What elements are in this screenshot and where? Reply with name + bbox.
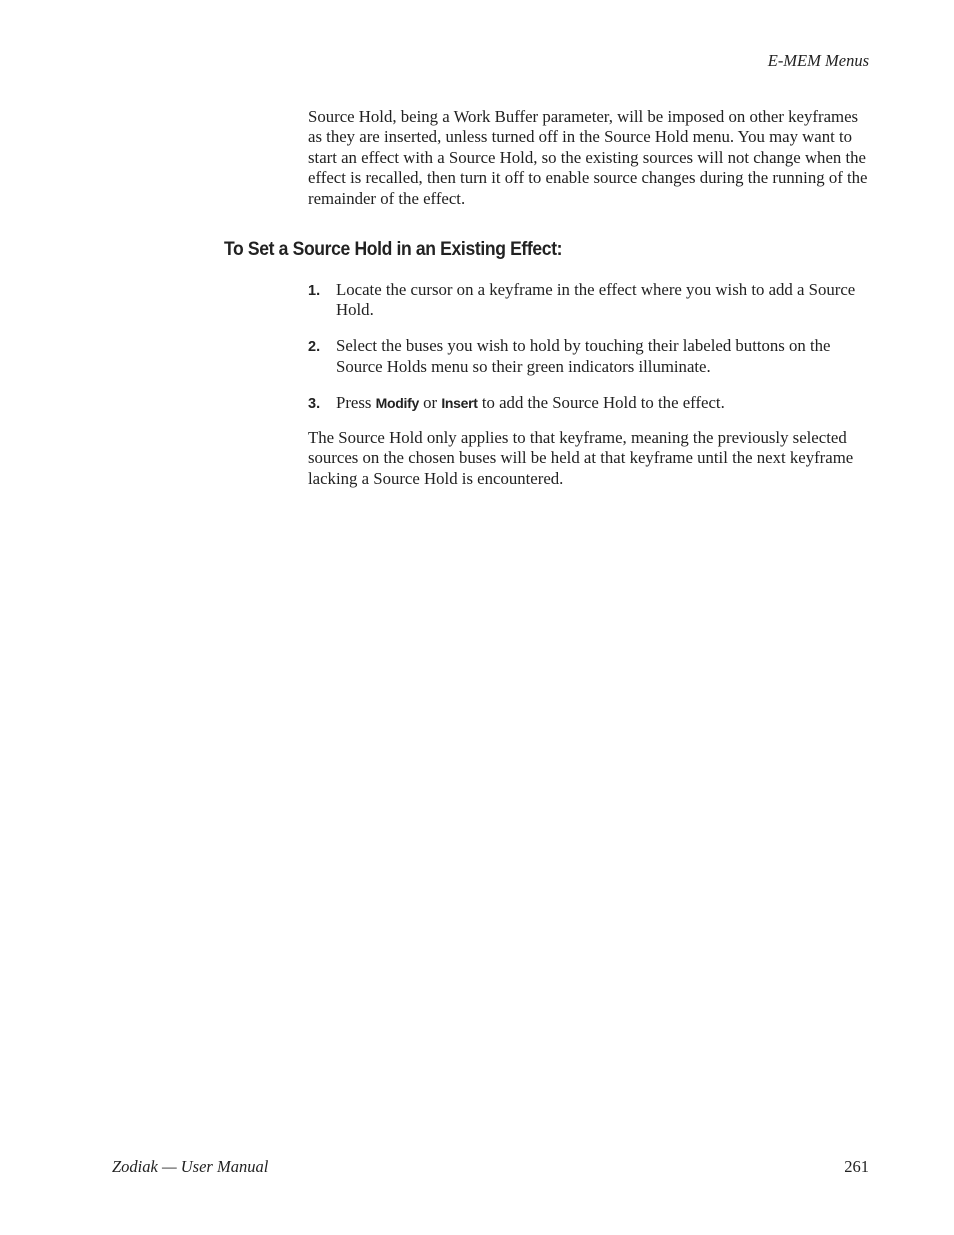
step-item <box>308 336 868 377</box>
modify-key-label: Modify <box>375 394 419 411</box>
section-heading: To Set a Source Hold in an Existing Effect: <box>224 238 563 260</box>
step-text: Select the buses you wish to hold by touching their labeled buttons on the Source Holds menu so their green indicators illuminate. <box>336 336 831 376</box>
step-number: 2. <box>308 339 321 356</box>
step-number: 1. <box>308 283 321 299</box>
step-item <box>308 280 868 321</box>
step-text-after: to add the Source Hold to the effect. <box>477 392 725 412</box>
closing-paragraph: The Source Hold only applies to that keyframe, meaning the previously selected sources on the chosen buses will be held at that keyframe until the next keyframe lacking a Source Hold is encountered. <box>308 428 854 488</box>
insert-key-label: Insert <box>441 394 478 411</box>
procedure-steps <box>308 280 868 429</box>
step-number: 3. <box>308 395 321 412</box>
intro-paragraph: Source Hold, being a Work Buffer parameter, will be imposed on other keyframes as they are inserted, unless turned off in the Source Hold menu. You may want to start an effect with a Source Hold, so the existing sources will not change when the effect is recalled, then turn it off to enable source changes during the running of the remainder of the effect. <box>308 107 868 208</box>
running-header: E-MEM Menus <box>767 51 869 70</box>
step-item <box>308 393 868 413</box>
step-text-middle: or <box>418 392 442 412</box>
footer-manual-title: Zodiak — User Manual <box>112 1157 269 1176</box>
step-text-before: Press <box>336 392 376 412</box>
step-text: Locate the cursor on a keyframe in the effect where you wish to add a Source Hold. <box>336 280 856 320</box>
page-number: 261 <box>844 1157 869 1176</box>
